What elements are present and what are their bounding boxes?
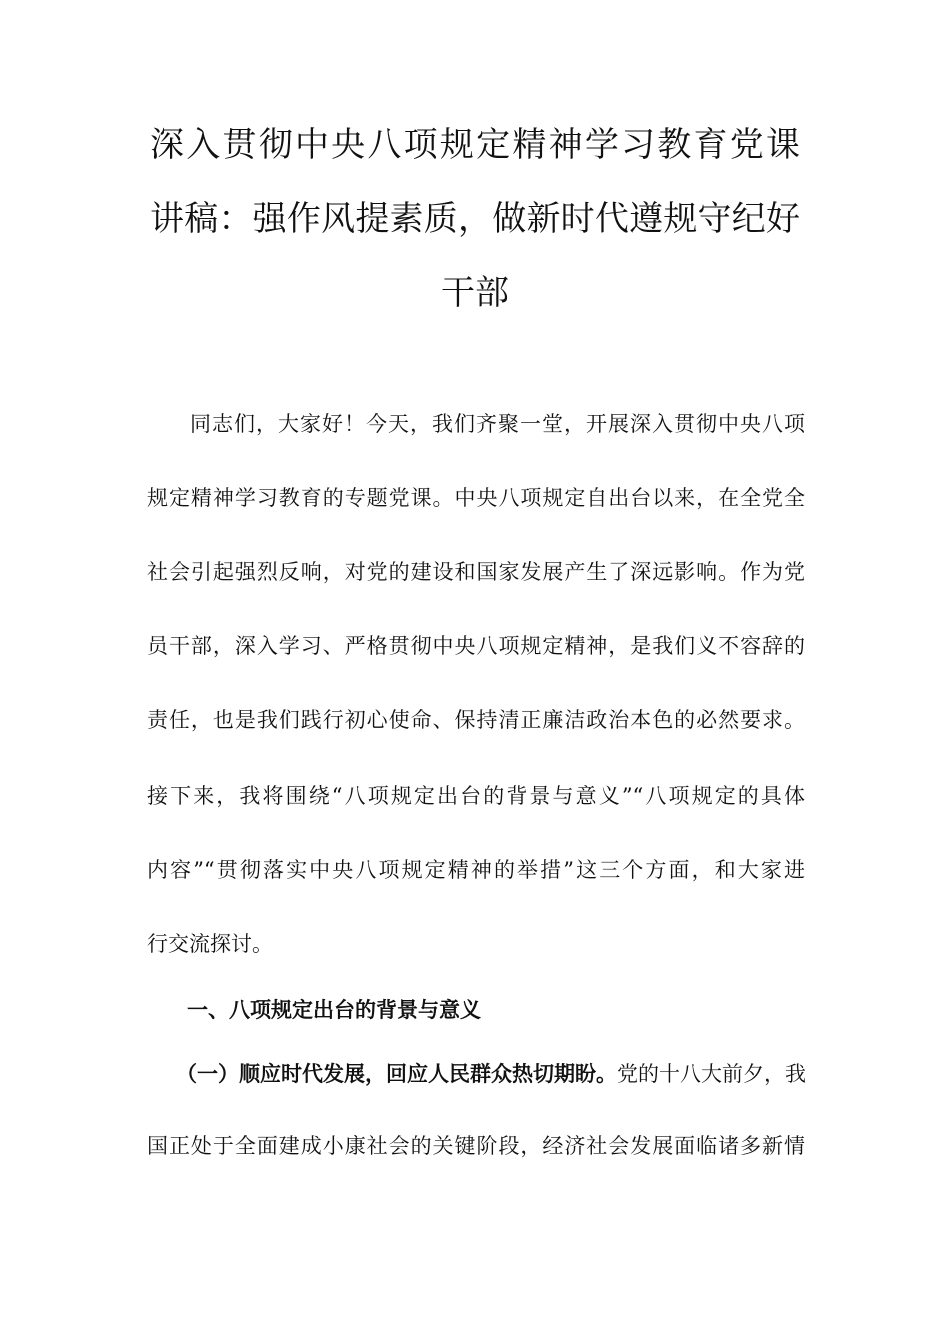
section-heading: 一、八项规定出台的背景与意义	[187, 997, 481, 1022]
paragraph-line: 社会引起强烈反响，对党的建设和国家发展产生了深远影响。作为党	[147, 560, 805, 584]
paragraph-line: 内容”“贯彻落实中央八项规定精神的举措”这三个方面，和大家进	[147, 858, 805, 882]
document-title-line-1: 深入贯彻中央八项规定精神学习教育党课	[150, 125, 800, 165]
paragraph-line: 接下来，我将围绕“八项规定出台的背景与意义”“八项规定的具体	[147, 784, 805, 808]
subsection-text: 党的十八大前夕，我	[617, 1062, 806, 1086]
paragraph-line: 员干部，深入学习、严格贯彻中央八项规定精神，是我们义不容辞的	[147, 634, 805, 658]
subsection-line	[176, 1059, 805, 1089]
subsection-heading: （一）顺应时代发展，回应人民群众热切期盼。	[176, 1061, 617, 1086]
document-title-line-3: 干部	[441, 273, 509, 313]
paragraph-line: 国正处于全面建成小康社会的关键阶段，经济社会发展面临诸多新情	[147, 1134, 805, 1158]
paragraph-line: 行交流探讨。	[147, 932, 273, 956]
paragraph-line: 责任，也是我们践行初心使命、保持清正廉洁政治本色的必然要求。	[147, 708, 805, 732]
paragraph-line: 规定精神学习教育的专题党课。中央八项规定自出台以来，在全党全	[147, 486, 805, 510]
document-title-line-2: 讲稿：强作风提素质，做新时代遵规守纪好	[150, 199, 800, 239]
paragraph-line: 同志们，大家好！今天，我们齐聚一堂，开展深入贯彻中央八项	[190, 412, 805, 436]
